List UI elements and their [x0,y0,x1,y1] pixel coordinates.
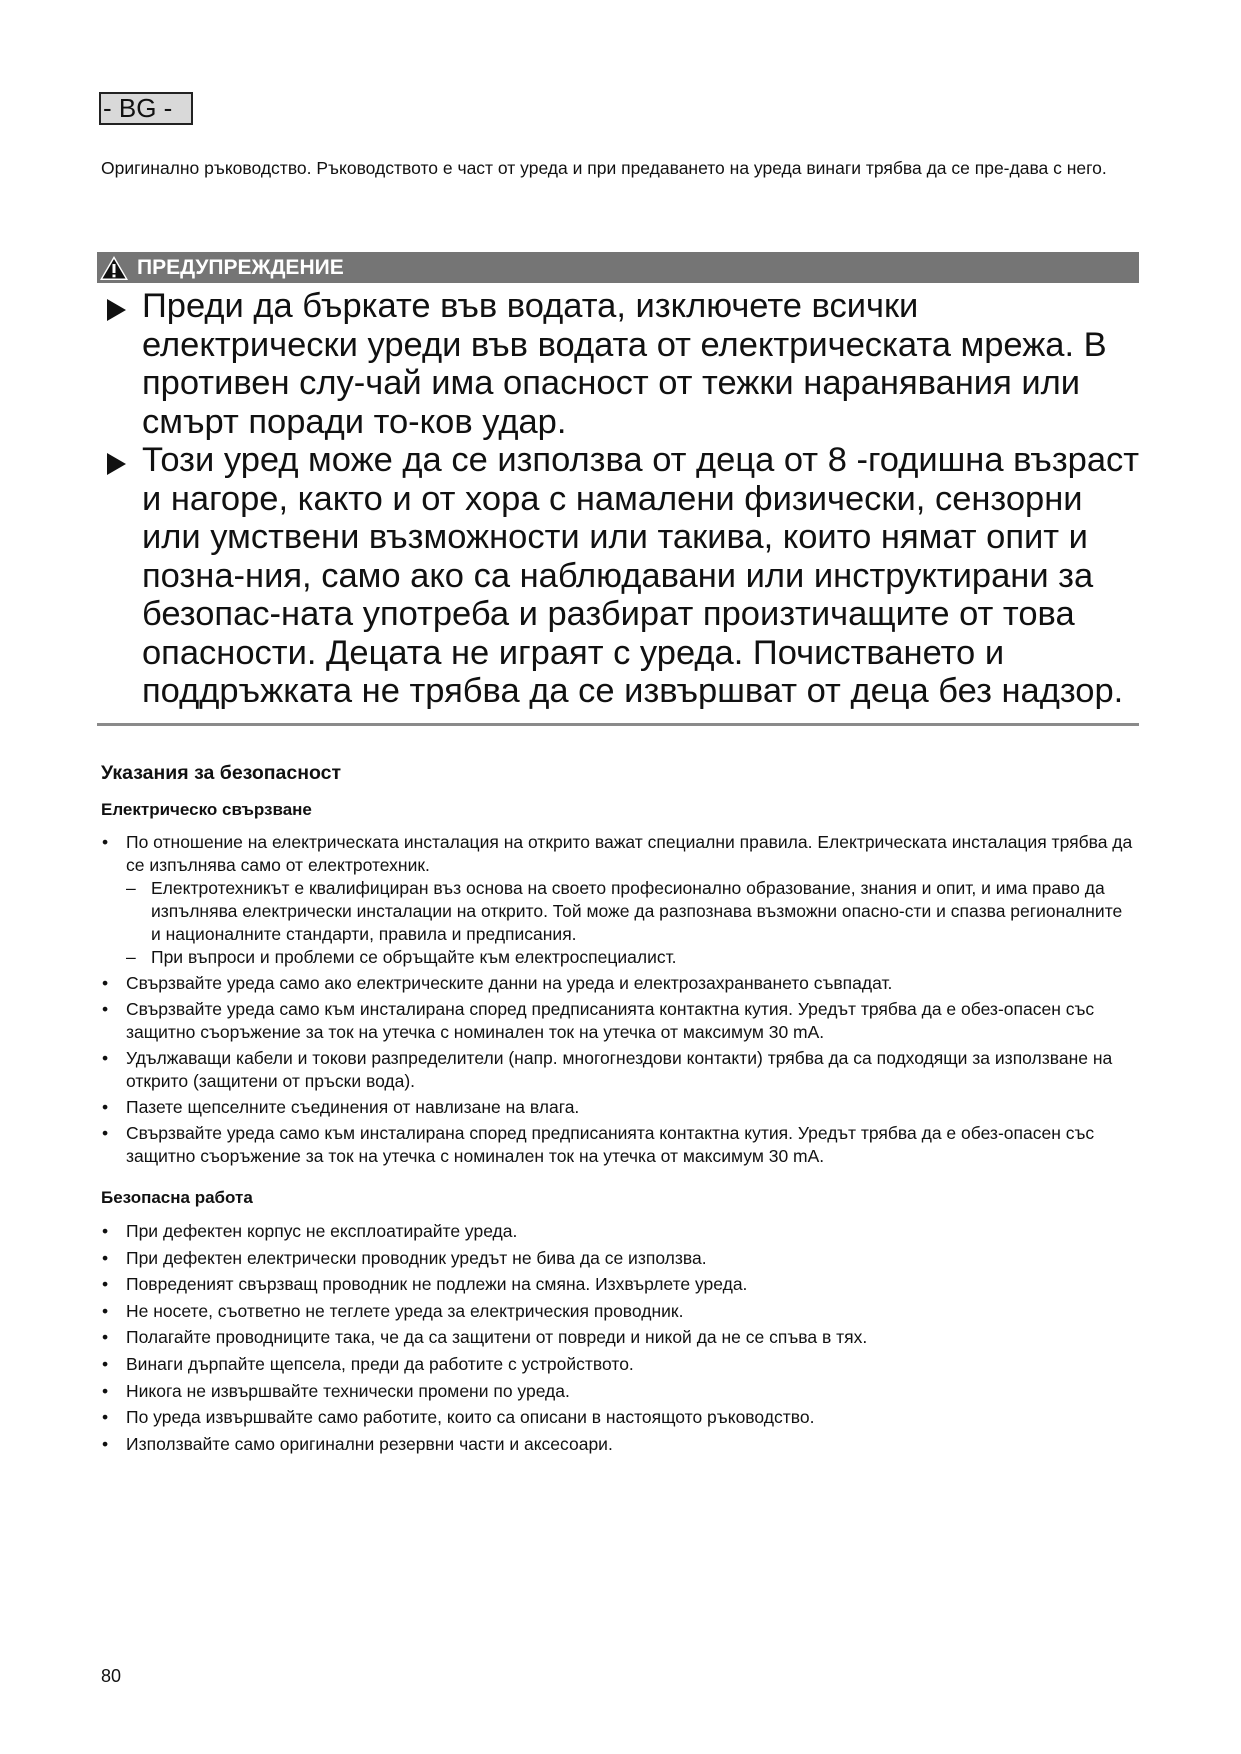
sub-list-item [126,946,1136,969]
dash-icon: – [126,878,136,898]
list-item-text: Винаги дърпайте щепсела, преди да работите с устройството. [126,1353,634,1374]
safe-operation-list [101,1220,1136,1459]
warning-divider [97,723,1139,726]
list-item-text: Никога не извършвайте технически промени по уреда. [126,1380,570,1401]
sub-list-item [126,877,1136,946]
bullet-icon: • [102,999,109,1019]
bullet-icon: • [102,1407,109,1428]
warning-item [97,441,1142,711]
list-item [101,1047,1136,1093]
list-item-text: Пазете щепселните съединения от навлизане на влага. [126,1097,580,1117]
safety-heading: Указания за безопасност [101,762,342,784]
list-item-text: Използвайте само оригинални резервни части и аксесоари. [126,1433,613,1454]
dash-icon: – [126,947,136,967]
list-item [101,1326,1136,1349]
list-item [101,1433,1136,1456]
list-item-text: Свързвайте уреда само към инсталирана според предписанията контактна кутия. Уредът трябва да е обез-опасен със защитно съоръжение за ток на утечка с номинален ток на утечка от максимум 30 mA. [126,999,1095,1042]
list-item-text: Удължаващи кабели и токови разпределители (напр. многогнездови контакти) трябва да са подходящи за използване на открито (защитени от пръски вода). [126,1048,1113,1091]
page-number: 80 [101,1666,122,1686]
list-item [101,1380,1136,1403]
list-item [101,831,1136,969]
bullet-icon: • [102,1327,109,1348]
list-item [101,972,1136,995]
list-item-text: При дефектен корпус не експлоатирайте уреда. [126,1221,518,1241]
intro-text: Оригинално ръководство. Ръководството е част от уреда и при предаването на уреда винаги трябва да се пре-дава с него. [101,158,1107,178]
bullet-icon: • [102,1221,109,1241]
warning-list [97,287,1142,711]
bullet-icon: • [102,1300,109,1321]
warning-title: ПРЕДУПРЕЖДЕНИЕ [137,255,344,279]
warning-triangle-icon [99,255,129,281]
warning-item [97,287,1142,441]
warning-header [97,252,1139,283]
list-item [101,1247,1136,1270]
list-item [101,1300,1136,1323]
bullet-icon: • [102,1274,109,1295]
arrow-bullet-icon [107,453,126,475]
list-item-text: Не носете, съответно не теглете уреда за електрическия проводник. [126,1300,684,1321]
list-item [101,1096,1136,1119]
sub-list-item-text: Електротехникът е квалифициран въз основа на своето професионално образование, знания и опит, и има право да изпълнява електрически инсталации на открито. Той може да разпознава възможни опасно-сти и спазва регионалните и националните стандарти, правила и предписания. [151,878,1123,944]
bullet-icon: • [102,1247,109,1268]
bullet-icon: • [102,1353,109,1374]
list-item-text: Повреденият свързващ проводник не подлежи на смяна. Изхвърлете уреда. [126,1274,748,1295]
list-item-text: При дефектен електрически проводник уредът не бива да се използва. [126,1247,707,1268]
bullet-icon: • [102,1380,109,1401]
list-item [101,1406,1136,1429]
warning-item-text: Преди да бъркате във водата, изключете всички електрически уреди във водата от електрическата мрежа. В противен слу-чай има опасност от тежки наранявания или смърт поради то-ков удар. [142,287,1107,441]
list-item [101,998,1136,1044]
bullet-icon: • [102,1097,109,1117]
bullet-icon: • [102,832,109,852]
safe-operation-heading: Безопасна работа [101,1188,253,1207]
warning-item-text: Този уред може да се използва от деца от 8 -годишна възраст и нагоре, както и от хора с намалени физически, сензорни или умствени възможности или такива, които нямат опит и позна-ния, само ако са наблюдавани или инструктирани за безопас-ната употреба и разбират произтичащите от това опасности. Децата не играят с уреда. Почистването и поддръжката не трябва да се извършват от деца без надзор. [142,441,1140,710]
bullet-icon: • [102,1433,109,1454]
electrical-heading: Електрическо свързване [101,800,312,819]
arrow-bullet-icon [107,299,126,321]
sub-list-item-text: При въпроси и проблеми се обръщайте към електроспециалист. [151,947,677,967]
sub-list [126,877,1136,969]
bullet-icon: • [102,1048,109,1068]
list-item [101,1122,1136,1168]
list-item-text: По уреда извършвайте само работите, които са описани в настоящото ръководство. [126,1407,815,1428]
electrical-list [101,831,1136,1171]
bullet-icon: • [102,1123,109,1143]
list-item-text: Полагайте проводниците така, че да са защитени от повреди и никой да не се спъва в тях. [126,1327,868,1348]
list-item-text: По отношение на електрическата инсталация на открито важат специални правила. Електрическата инсталация трябва да се изпълнява само от електротехник. [126,832,1133,875]
list-item [101,1273,1136,1296]
language-tag: - BG - [99,92,193,125]
list-item [101,1220,1136,1243]
bullet-icon: • [102,973,109,993]
list-item-text: Свързвайте уреда само към инсталирана според предписанията контактна кутия. Уредът трябва да е обез-опасен със защитно съоръжение за ток на утечка с номинален ток на утечка от максимум 30 mA. [126,1123,1095,1166]
list-item [101,1353,1136,1376]
list-item-text: Свързвайте уреда само ако електрическите данни на уреда и електрозахранването съвпадат. [126,973,893,993]
